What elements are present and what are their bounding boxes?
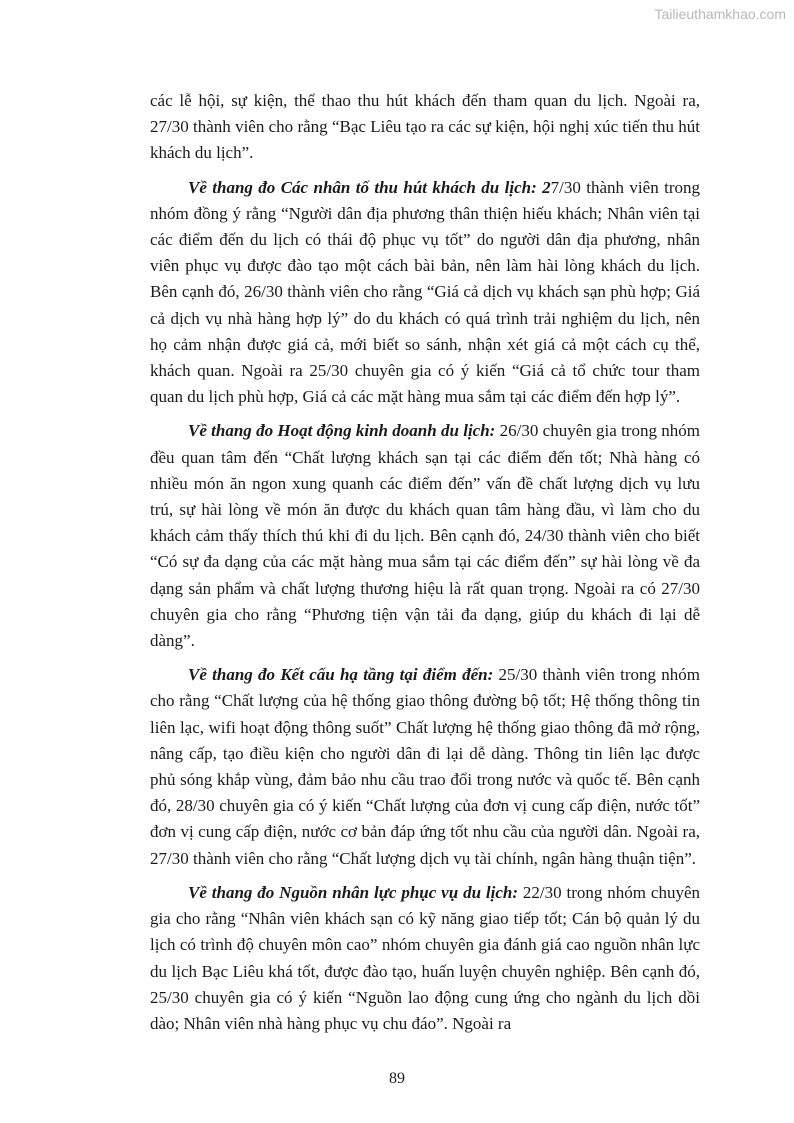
paragraph-5-lead: Về thang đo Nguồn nhân lực phục vụ du lịch: [188, 882, 519, 902]
page-number: 89 [389, 1070, 405, 1087]
paragraph-3 [150, 418, 700, 654]
paragraph-4-text: 25/30 thành viên trong nhóm cho rằng “Chất lượng của hệ thống giao thông đường bộ tốt; Hệ thống thông tin liên lạc, wifi hoạt động thông suốt” Chất lượng hệ thống giao thông đã mở rộng, nâng cấp, tạo điều kiện cho người dân đi lại dễ dàng. Thông tin liên lạc được phủ sóng khắp vùng, đảm bảo nhu cầu trao đổi trong nước và quốc tế. Bên cạnh đó, 28/30 chuyên gia có ý kiến “Chất lượng của đơn vị cung cấp điện, nước tốt” đơn vị cung cấp điện, nước cơ bản đáp ứng tốt nhu cầu của người dân. Ngoài ra, 27/30 thành viên cho rằng “Chất lượng dịch vụ tài chính, ngân hàng thuận tiện”. [150, 665, 700, 868]
paragraph-2-text: 7/30 thành viên trong nhóm đồng ý rằng “Người dân địa phương thân thiện hiếu khách; Nhân viên tại các điểm đến du lịch có thái độ phục vụ tốt” do người dân địa phương, nhân viên phục vụ được đào tạo một cách bài bản, nên làm hài lòng khách du lịch. Bên cạnh đó, 26/30 thành viên cho rằng “Giá cả dịch vụ khách sạn phù hợp; Giá cả dịch vụ nhà hàng hợp lý” do du khách có quá trình trải nghiệm du lịch, nên họ cảm nhận được giá cả, mới biết so sánh, nhận xét giá cả một cách cụ thể, khách quan. Ngoài ra 25/30 chuyên gia có ý kiến “Giá cả tổ chức tour tham quan du lịch phù hợp, Giá cả các mặt hàng mua sắm tại các điểm đến hợp lý”. [150, 177, 700, 407]
paragraph-5 [150, 880, 700, 1037]
paragraph-2-lead: Về thang đo Các nhân tố thu hút khách du lịch: 2 [188, 177, 551, 197]
document-body [150, 88, 700, 1045]
paragraph-3-text: 26/30 chuyên gia trong nhóm đều quan tâm đến “Chất lượng khách sạn tại các điểm đến tốt; Nhà hàng có nhiều món ăn ngon xung quanh các điểm đến” vấn đề chất lượng dịch vụ lưu trú, sự hài lòng về món ăn được du khách quan tâm hàng đầu, vì làm cho du khách cảm thấy thích thú khi đi du lịch. Bên cạnh đó, 24/30 thành viên cho biết “Có sự đa dạng của các mặt hàng mua sắm tại các điểm đến” sự hài lòng về đa dạng sản phẩm và chất lượng thương hiệu là rất quan trọng. Ngoài ra có 27/30 chuyên gia cho rằng “Phương tiện vận tải đa dạng, giúp du khách đi lại dễ dàng”. [150, 421, 700, 651]
watermark: Tailieuthamkhao.com [654, 6, 786, 22]
paragraph-5-text: 22/30 trong nhóm chuyên gia cho rằng “Nhân viên khách sạn có kỹ năng giao tiếp tốt; Cán bộ quản lý du lịch có trình độ chuyên môn cao” nhóm chuyên gia đánh giá cao nguồn nhân lực du lịch Bạc Liêu khá tốt, được đào tạo, huấn luyện chuyên nghiệp. Bên cạnh đó, 25/30 chuyên gia có ý kiến “Nguồn lao động cung ứng cho ngành du lịch dồi dào; Nhân viên nhà hàng phục vụ chu đáo”. Ngoài ra [150, 882, 701, 1033]
paragraph-1-text: các lễ hội, sự kiện, thể thao thu hút khách đến tham quan du lịch. Ngoài ra, 27/30 thành viên cho rằng “Bạc Liêu tạo ra các sự kiện, hội nghị xúc tiến thu hút khách du lịch”. [150, 91, 700, 163]
paragraph-4 [150, 662, 700, 872]
paragraph-2 [150, 175, 700, 411]
paragraph-3-lead: Về thang đo Hoạt động kinh doanh du lịch: [188, 421, 496, 441]
paragraph-4-lead: Về thang đo Kết cấu hạ tầng tại điểm đến: [188, 665, 494, 685]
paragraph-1 [150, 88, 700, 167]
